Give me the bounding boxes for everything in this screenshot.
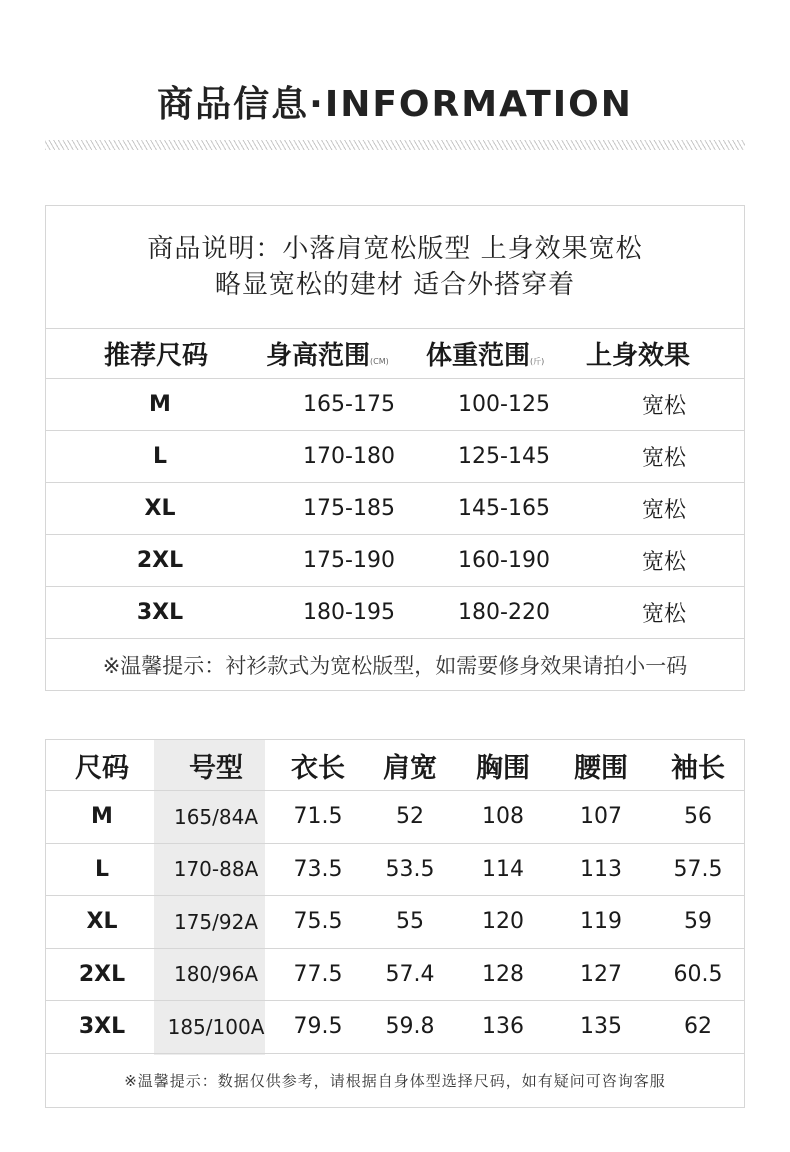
- header-size: 尺码: [75, 752, 129, 784]
- table-row: [46, 791, 744, 844]
- cell-size: XL: [86, 909, 118, 935]
- cell-height: 165-175: [303, 392, 395, 417]
- header-fit: 上身效果: [586, 341, 691, 371]
- cell-fit: 宽松: [641, 550, 686, 575]
- cell-weight: 125-145: [458, 444, 550, 469]
- size-recommendation-header: [46, 329, 744, 379]
- header-height-unit: (CM): [370, 357, 389, 366]
- page-title: 商品信息·INFORMATION: [157, 84, 633, 125]
- cell-weight: 160-190: [458, 548, 550, 573]
- hatch-divider: [45, 140, 745, 150]
- table-row: [46, 535, 744, 587]
- header-height: [266, 335, 426, 372]
- table-row: [46, 844, 744, 897]
- cell-waist: 135: [580, 1014, 622, 1040]
- table-row: [46, 896, 744, 949]
- cell-waist: 119: [580, 909, 622, 935]
- cell-sleeve: 60.5: [673, 961, 723, 987]
- cell-shoulder: 55: [396, 909, 424, 935]
- cell-waist: 107: [580, 804, 622, 830]
- cell-type: 165/84A: [173, 804, 259, 829]
- cell-size: M: [91, 804, 113, 830]
- cell-height: 170-180: [303, 444, 395, 469]
- cell-size: L: [152, 444, 168, 469]
- cell-length: 77.5: [293, 961, 343, 987]
- header-weight: [426, 335, 586, 372]
- cell-height: 175-185: [303, 496, 395, 521]
- cell-size: L: [94, 856, 110, 882]
- cell-sleeve: 62: [684, 1014, 712, 1040]
- cell-length: 71.5: [293, 804, 343, 830]
- cell-shoulder: 52: [396, 804, 424, 830]
- cell-sleeve: 59: [684, 909, 712, 935]
- table-row: [46, 949, 744, 1002]
- cell-waist: 113: [580, 856, 622, 882]
- cell-shoulder: 59.8: [385, 1014, 435, 1040]
- header-height-label: 身高范围: [266, 341, 371, 371]
- cell-type: 185/100A: [167, 1014, 265, 1039]
- header-length: 衣长: [291, 752, 345, 784]
- cell-waist: 127: [580, 961, 622, 987]
- header-weight-label: 体重范围: [426, 341, 531, 371]
- cell-weight: 180-220: [458, 600, 550, 625]
- header-size: 推荐尺码: [103, 341, 208, 371]
- description-line-2: 略显宽松的建材 适合外搭穿着: [214, 270, 576, 300]
- table-row: [46, 1001, 744, 1054]
- cell-length: 75.5: [293, 909, 343, 935]
- cell-chest: 108: [482, 804, 524, 830]
- cell-sleeve: 57.5: [673, 856, 723, 882]
- cell-fit: 宽松: [641, 498, 686, 523]
- cell-weight: 100-125: [458, 392, 550, 417]
- table-row: [46, 431, 744, 483]
- header-weight-unit: (斤): [530, 357, 545, 366]
- cell-chest: 114: [482, 856, 524, 882]
- header-shoulder: 肩宽: [383, 752, 437, 784]
- header-sleeve: 袖长: [671, 752, 725, 784]
- measurement-table: [45, 739, 745, 1108]
- header-chest: 胸围: [476, 752, 530, 784]
- cell-height: 180-195: [303, 600, 395, 625]
- cell-weight: 145-165: [458, 496, 550, 521]
- cell-chest: 120: [482, 909, 524, 935]
- cell-type: 175/92A: [173, 909, 259, 934]
- cell-fit: 宽松: [641, 394, 686, 419]
- cell-length: 73.5: [293, 856, 343, 882]
- cell-size: 2XL: [136, 548, 184, 573]
- cell-size: 2XL: [78, 961, 126, 987]
- cell-type: 170-88A: [173, 857, 259, 882]
- cell-chest: 136: [482, 1014, 524, 1040]
- header-type: 号型: [189, 752, 243, 784]
- cell-fit: 宽松: [641, 602, 686, 627]
- cell-fit: 宽松: [641, 446, 686, 471]
- table-row: [46, 483, 744, 535]
- product-description: [46, 206, 744, 329]
- fit-note: ※温馨提示：衬衫款式为宽松版型，如需要修身效果请拍小一码: [102, 654, 688, 678]
- cell-length: 79.5: [293, 1014, 343, 1040]
- cell-sleeve: 56: [684, 804, 712, 830]
- description-line-1: 商品说明：小落肩宽松版型 上身效果宽松: [147, 234, 643, 264]
- cell-size: 3XL: [78, 1014, 126, 1040]
- cell-size: XL: [144, 496, 176, 521]
- cell-chest: 128: [482, 961, 524, 987]
- table-row: [46, 379, 744, 431]
- cell-shoulder: 57.4: [385, 961, 435, 987]
- cell-height: 175-190: [303, 548, 395, 573]
- cell-size: M: [149, 392, 171, 417]
- measurement-note: ※温馨提示：数据仅供参考，请根据自身体型选择尺码，如有疑问可咨询客服: [124, 1071, 666, 1090]
- size-recommendation-table: [45, 205, 745, 691]
- cell-shoulder: 53.5: [385, 856, 435, 882]
- measurement-header: [46, 740, 744, 791]
- cell-size: 3XL: [136, 600, 184, 625]
- cell-type: 180/96A: [173, 962, 259, 987]
- table-row: [46, 587, 744, 639]
- header-waist: 腰围: [574, 752, 628, 784]
